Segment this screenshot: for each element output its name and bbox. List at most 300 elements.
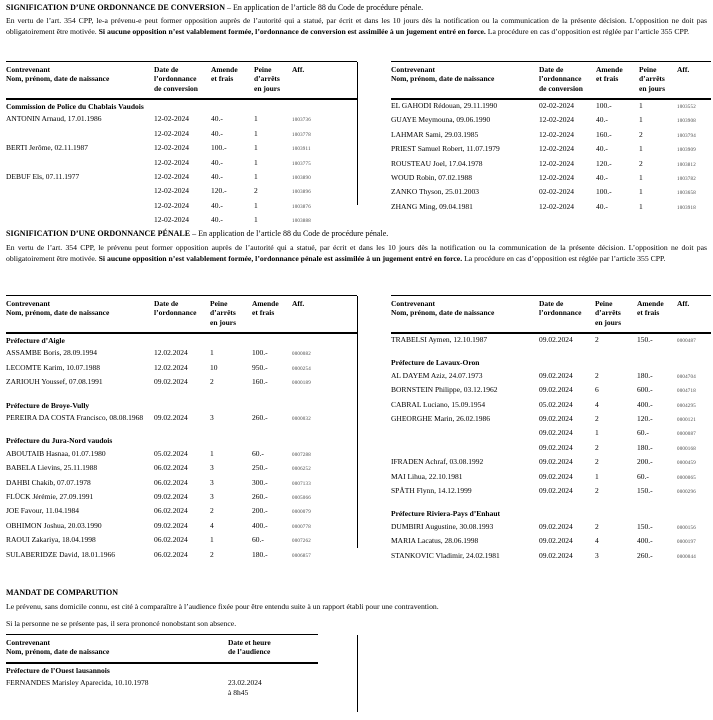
table-cell: 60.-	[252, 448, 264, 458]
contrevenant-name: ROUSTEAU Joel, 17.04.1978	[391, 158, 483, 168]
table-header-row	[391, 62, 711, 99]
column-header: Date et heure de l’audience	[228, 635, 318, 663]
table-row	[6, 347, 357, 361]
group-heading: Préfecture d’Aigle	[6, 335, 65, 345]
table-cell: 05.02.2024	[154, 448, 188, 458]
table-cell: 12-02-2024	[154, 114, 189, 124]
aff-number: 0000254	[292, 366, 311, 372]
contrevenant-name: MARIA Lacatus, 28.06.1998	[391, 536, 479, 546]
table-cell: 09.02.2024	[154, 520, 188, 530]
table-cell: 2	[254, 186, 258, 196]
penale-table-right	[391, 295, 711, 564]
table-cell: 1	[210, 348, 214, 358]
aff-number: 0000459	[677, 461, 696, 467]
aff-number: 0004704	[677, 374, 696, 380]
aff-number: 0000087	[677, 432, 696, 438]
table-row	[391, 186, 711, 200]
table-row	[391, 143, 711, 157]
table-cell: 950.-	[252, 362, 268, 372]
table-cell: 120.-	[596, 158, 612, 168]
table-cell: 09.02.2024	[539, 471, 573, 481]
group-heading-row	[391, 499, 711, 520]
table-cell: 23.02.2024 à 8h45	[228, 678, 262, 698]
table-row	[391, 172, 711, 186]
contrevenant-name: GUAYE Meymouna, 09.06.1990	[391, 115, 491, 125]
table-cell: 4	[595, 536, 599, 546]
table-cell: 2	[595, 334, 599, 344]
table-row	[6, 412, 357, 426]
contrevenant-name: ZARIOUH Youssef, 07.08.1991	[6, 377, 103, 387]
aff-number: 1003876	[292, 204, 311, 210]
table-row	[391, 399, 711, 413]
aff-number: 1003552	[677, 104, 696, 110]
contrevenant-name: IFRADEN Achraf, 03.08.1992	[391, 457, 484, 467]
contrevenant-name: ANTONIN Arnaud, 17.01.1986	[6, 114, 102, 124]
mandat-section-title	[6, 588, 118, 598]
contrevenant-name: FLÜCK Jérémie, 27.09.1991	[6, 491, 94, 501]
table-cell: 06.02.2024	[154, 477, 188, 487]
penale-title-text: SIGNIFICATION D’UNE ORDONNANCE PÉNALE	[6, 229, 191, 238]
table-row	[6, 505, 357, 519]
table-cell: 260.-	[252, 491, 268, 501]
table-cell: 4	[595, 399, 599, 409]
contrevenant-name: LAHMAR Sami, 29.03.1985	[391, 129, 479, 139]
aff-number: 0004718	[677, 389, 696, 395]
contrevenant-name: JOE Favour, 11.04.1984	[6, 506, 79, 516]
conversion-intro-after: La procédure en cas d’opposition est réglée par l’article 355 CPP.	[485, 26, 690, 36]
conversion-title-text: SIGNIFICATION D’UNE ORDONNANCE DE CONVERSION	[6, 3, 225, 12]
column-header: Contrevenant Nom, prénom, date de naissance	[6, 296, 154, 333]
table-row	[6, 362, 357, 376]
contrevenant-name: ASSAMBE Boris, 28.09.1994	[6, 348, 98, 358]
aff-number: 0000082	[292, 352, 311, 358]
contrevenant-name: ZANKO Thyson, 25.01.2003	[391, 187, 479, 197]
column-header: Peine d’arrêts en jours	[639, 62, 677, 99]
contrevenant-name: STANKOVIC Vladimir, 24.02.1981	[391, 550, 500, 560]
table-cell: 150.-	[637, 485, 653, 495]
column-header: Contrevenant Nom, prénom, date de naissance	[391, 62, 539, 99]
table-cell: 1	[210, 535, 214, 545]
column-header: Contrevenant Nom, prénom, date de naissance	[6, 635, 228, 663]
column-header: Peine d’arrêts en jours	[210, 296, 252, 333]
table-cell: 150.-	[637, 334, 653, 344]
aff-number: 0000044	[677, 554, 696, 560]
table-cell: 1	[639, 172, 643, 182]
table-cell: 3	[210, 491, 214, 501]
column-header: Peine d’arrêts en jours	[254, 62, 292, 99]
column-header: Aff.	[677, 296, 711, 333]
table-cell: 1	[254, 143, 258, 153]
table-cell: 12-02-2024	[154, 186, 189, 196]
table-row	[391, 471, 711, 485]
aff-number: 0007133	[292, 481, 311, 487]
conversion-intro-before: En vertu de l’art. 354 CPP, le-a prévenu-e peut former opposition auprès de l’autorité qui a statué, par écrit et dans les 10 jours dès la notification ou la communication de la présente décision. L’opposition ne doit pas obligatoirement être motivée.	[6, 16, 707, 36]
table-row	[391, 550, 711, 564]
aff-number: 0006857	[292, 553, 311, 559]
table-cell: 12.02.2024	[154, 348, 188, 358]
table-row	[6, 142, 357, 156]
penale-table-left	[6, 295, 357, 563]
table-cell: 180.-	[252, 549, 268, 559]
table-cell: 09.02.2024	[539, 370, 573, 380]
table-cell: 40.-	[596, 201, 608, 211]
table-cell: 02-02-2024	[539, 100, 574, 110]
column-header: Date de l’ordonnance de conversion	[539, 62, 596, 99]
table-cell: 40.-	[596, 172, 608, 182]
contrevenant-name: GHEORGHE Marin, 26.02.1986	[391, 413, 490, 423]
table-row	[6, 477, 357, 491]
table-cell: 120.-	[211, 186, 227, 196]
contrevenant-name: ABOUTAIB Hasnaa, 01.07.1980	[6, 448, 106, 458]
table-cell: 40.-	[596, 115, 608, 125]
conversion-table-left	[6, 61, 357, 229]
column-divider	[357, 62, 358, 205]
aff-number: 0000168	[677, 446, 696, 452]
conversion-section-title	[6, 3, 423, 13]
table-row	[391, 413, 711, 427]
table-cell: 1	[254, 157, 258, 167]
table-row	[391, 201, 711, 215]
conversion-intro-bold: Si aucune opposition n’est valablement formée, l’ordonnance de conversion est assimilée à un jugement entré en force.	[98, 26, 486, 36]
table-cell: 1	[210, 448, 214, 458]
table-cell: 2	[595, 413, 599, 423]
table-cell: 2	[595, 457, 599, 467]
table-row	[6, 171, 357, 185]
column-header: Aff.	[292, 296, 357, 333]
contrevenant-name: EL GAHODI Rédouan, 29.11.1990	[391, 100, 498, 110]
table-cell: 400.-	[637, 536, 653, 546]
aff-number: 0000156	[677, 525, 696, 531]
table-row	[6, 520, 357, 534]
aff-number: 0000487	[677, 338, 696, 344]
aff-number: 0000065	[677, 475, 696, 481]
table-row	[6, 113, 357, 127]
contrevenant-name: SULABERIDZE David, 18.01.1966	[6, 549, 115, 559]
table-cell: 09.02.2024	[539, 385, 573, 395]
table-row	[391, 384, 711, 398]
table-cell: 1	[639, 115, 643, 125]
column-header: Contrevenant Nom, prénom, date de naissance	[391, 296, 539, 333]
aff-number: 0000296	[677, 489, 696, 495]
table-cell: 3	[210, 477, 214, 487]
group-heading: Préfecture de Lavaux-Oron	[391, 358, 480, 368]
aff-number: 0007288	[292, 452, 311, 458]
table-cell: 12-02-2024	[154, 157, 189, 167]
table-header-row	[391, 296, 711, 333]
table-row	[391, 521, 711, 535]
table-row	[6, 462, 357, 476]
column-header: Date de l’ordonnance	[154, 296, 210, 333]
conversion-title-suffix: – En application de l’article 88 du Code de procédure pénale.	[224, 3, 424, 12]
table-cell: 40.-	[211, 157, 223, 167]
table-cell: 02-02-2024	[539, 187, 574, 197]
table-header-row	[6, 62, 357, 99]
penale-intro-after: La procédure en cas d’opposition est réglée par l’article 355 CPP.	[462, 253, 666, 263]
table-row	[6, 448, 357, 462]
table-cell: 40.-	[211, 128, 223, 138]
table-cell: 100.-	[596, 100, 612, 110]
table-cell: 40.-	[596, 144, 608, 154]
table-cell: 1	[254, 171, 258, 181]
table-row	[6, 677, 318, 700]
contrevenant-name: DEBUF Els, 07.11.1977	[6, 171, 80, 181]
table-cell: 09.02.2024	[154, 491, 188, 501]
table-cell: 09.02.2024	[539, 413, 573, 423]
table-cell: 12-02-2024	[154, 128, 189, 138]
table-cell: 05.02.2024	[539, 399, 573, 409]
contrevenant-name: BABELA Lievins, 25.11.1988	[6, 463, 98, 473]
column-header: Date de l’ordonnance	[539, 296, 595, 333]
table-cell: 09.02.2024	[539, 442, 573, 452]
conversion-intro-paragraph	[6, 16, 707, 37]
aff-number: 1003909	[677, 148, 696, 154]
table-cell: 160.-	[596, 129, 612, 139]
table-cell: 06.02.2024	[154, 549, 188, 559]
column-header: Amende et frais	[596, 62, 639, 99]
table-cell: 12-02-2024	[154, 143, 189, 153]
aff-number: 0000079	[292, 510, 311, 516]
table-row	[6, 549, 357, 563]
table-cell: 100.-	[596, 187, 612, 197]
aff-number: 1003918	[677, 205, 696, 211]
mandat-paragraph-2: Si la personne ne se présente pas, il sera prononcé nonobstant son absence.	[6, 619, 237, 628]
aff-number: 0000778	[292, 524, 311, 530]
table-cell: 06.02.2024	[154, 506, 188, 516]
table-cell: 06.02.2024	[154, 535, 188, 545]
table-cell: 09.02.2024	[539, 536, 573, 546]
table-cell: 4	[210, 520, 214, 530]
table-row	[391, 456, 711, 470]
group-heading-row	[391, 348, 711, 369]
aff-number: 0004295	[677, 403, 696, 409]
table-cell: 200.-	[637, 457, 653, 467]
contrevenant-name: TRABELSI Aymen, 12.10.1987	[391, 334, 488, 344]
penale-section-title	[6, 229, 388, 239]
table-cell: 12-02-2024	[154, 200, 189, 210]
table-cell: 09.02.2024	[539, 521, 573, 531]
table-cell: 2	[595, 442, 599, 452]
column-header: Aff.	[677, 62, 711, 99]
aff-number: 1003812	[677, 162, 696, 168]
aff-number: 1003896	[292, 190, 311, 196]
table-cell: 09.02.2024	[539, 334, 573, 344]
aff-number: 1003888	[292, 219, 311, 225]
table-cell: 1	[639, 201, 643, 211]
table-cell: 1	[639, 144, 643, 154]
table-cell: 1	[254, 114, 258, 124]
column-header: Peine d’arrêts en jours	[595, 296, 637, 333]
table-cell: 120.-	[637, 413, 653, 423]
table-cell: 09.02.2024	[539, 428, 573, 438]
aff-number: 0005066	[292, 495, 311, 501]
table-cell: 09.02.2024	[154, 377, 188, 387]
table-cell: 10	[210, 362, 218, 372]
table-row	[6, 534, 357, 548]
contrevenant-name: CABRAL Luciano, 15.09.1954	[391, 399, 486, 409]
table-cell: 2	[210, 377, 214, 387]
table-cell: 12-02-2024	[539, 172, 574, 182]
table-cell: 400.-	[637, 399, 653, 409]
aff-number: 0006252	[292, 467, 311, 473]
table-cell: 09.02.2024	[154, 412, 188, 422]
mandat-table	[6, 634, 318, 700]
table-row	[391, 99, 711, 114]
table-header-row	[6, 296, 357, 333]
table-cell: 40.-	[211, 114, 223, 124]
table-cell: 12-02-2024	[539, 158, 574, 168]
contrevenant-name: MAI Lihua, 22.10.1981	[391, 471, 463, 481]
table-cell: 1	[595, 428, 599, 438]
table-cell: 260.-	[637, 550, 653, 560]
table-cell: 60.-	[252, 535, 264, 545]
contrevenant-name: DUMBIRI Augustine, 30.08.1993	[391, 521, 494, 531]
aff-number: 1003794	[677, 133, 696, 139]
contrevenant-name: LECOMTE Karim, 10.07.1988	[6, 362, 100, 372]
group-heading: Préfecture du Jura-Nord vaudois	[6, 436, 113, 446]
table-cell: 1	[254, 200, 258, 210]
penale-title-suffix: – En application de l’article 88 du Code de procédure pénale.	[190, 229, 389, 238]
table-cell: 2	[595, 521, 599, 531]
table-cell: 12.02.2024	[154, 362, 188, 372]
contrevenant-name: RAOUI Zakariya, 18.04.1998	[6, 535, 96, 545]
table-cell: 40.-	[211, 200, 223, 210]
table-row	[391, 535, 711, 549]
penale-intro-paragraph	[6, 243, 707, 264]
table-cell: 180.-	[637, 370, 653, 380]
group-heading: Commission de Police du Chablais Vaudois	[6, 101, 144, 111]
mandat-title-text: MANDAT DE COMPARUTION	[6, 588, 118, 597]
table-cell: 12-02-2024	[539, 115, 574, 125]
column-divider	[357, 635, 358, 712]
table-cell: 260.-	[252, 412, 268, 422]
column-header: Date de l’ordonnance de conversion	[154, 62, 211, 99]
penale-intro-before: En vertu de l’art. 354 CPP, le prévenu peut former opposition auprès de l’autorité qui a statué, par écrit et dans les 10 jours dès la notification ou la communication de la présente décision. L’opposition ne doit pas obligatoirement être motivée.	[6, 243, 707, 263]
table-row	[391, 370, 711, 384]
table-cell: 40.-	[211, 215, 223, 225]
table-cell: 09.02.2024	[539, 550, 573, 560]
table-row	[391, 158, 711, 172]
contrevenant-name: ZHANG Ming, 09.04.1981	[391, 201, 473, 211]
table-cell: 1	[639, 187, 643, 197]
contrevenant-name: OBHIMON Joshua, 20.03.1990	[6, 520, 102, 530]
table-row	[391, 129, 711, 143]
table-row	[391, 485, 711, 499]
penale-intro-bold: Si aucune opposition n’est valablement formée, l’ordonnance pénale est assimilée à un jugement entré en force.	[98, 253, 463, 263]
table-cell: 12-02-2024	[154, 171, 189, 181]
table-cell: 3	[595, 550, 599, 560]
contrevenant-name: FERNANDES Marisley Aparecida, 10.10.1978	[6, 678, 149, 687]
aff-number: 0000189	[292, 381, 311, 387]
aff-number: 1003775	[292, 161, 311, 167]
table-cell: 40.-	[211, 171, 223, 181]
contrevenant-name: PRIEST Samuel Robert, 11.07.1979	[391, 144, 500, 154]
contrevenant-name: PEREIRA DA COSTA Francisco, 08.08.1968	[6, 412, 144, 422]
table-cell: 160.-	[252, 377, 268, 387]
group-heading-row	[6, 663, 318, 677]
table-cell: 1	[254, 128, 258, 138]
column-divider	[357, 296, 358, 548]
mandat-paragraph-1: Le prévenu, sans domicile connu, est cité à comparaître à l’audience fixée pour être entendu suite à un rapport établi pour une contravention.	[6, 602, 439, 611]
table-cell: 06.02.2024	[154, 463, 188, 473]
column-header: Aff.	[292, 62, 357, 99]
table-cell: 09.02.2024	[539, 485, 573, 495]
table-cell: 12-02-2024	[154, 215, 189, 225]
group-heading: Préfecture de l’Ouest lausannois	[6, 665, 110, 675]
group-heading-row	[6, 333, 357, 347]
table-cell: 600.-	[637, 385, 653, 395]
table-cell: 100.-	[252, 348, 268, 358]
table-cell: 150.-	[637, 521, 653, 531]
group-heading-row	[6, 99, 357, 113]
table-cell: 12-02-2024	[539, 201, 574, 211]
conversion-table-right	[391, 61, 711, 215]
table-header-row	[6, 635, 318, 663]
table-cell: 2	[639, 129, 643, 139]
group-heading-row	[6, 391, 357, 412]
column-header: Contrevenant Nom, prénom, date de naissance	[6, 62, 154, 99]
contrevenant-name: BORNSTEIN Philippe, 03.12.1962	[391, 385, 498, 395]
aff-number: 1003890	[292, 175, 311, 181]
column-header: Amende et frais	[252, 296, 292, 333]
aff-number: 0007262	[292, 539, 311, 545]
table-row	[6, 491, 357, 505]
group-heading-row	[6, 426, 357, 447]
table-cell: 3	[210, 463, 214, 473]
table-cell: 250.-	[252, 463, 268, 473]
aff-number: 0000197	[677, 540, 696, 546]
table-cell: 2	[595, 485, 599, 495]
table-cell: 12-02-2024	[539, 144, 574, 154]
table-cell: 2	[210, 549, 214, 559]
table-cell: 100.-	[211, 143, 227, 153]
table-cell: 60.-	[637, 428, 649, 438]
table-cell: 3	[210, 412, 214, 422]
aff-number: 1003736	[292, 118, 311, 124]
table-cell: 400.-	[252, 520, 268, 530]
contrevenant-name: BERTI Jerôme, 02.11.1987	[6, 143, 88, 153]
table-cell: 300.-	[252, 477, 268, 487]
aff-number: 1003658	[677, 191, 696, 197]
contrevenant-name: SPÄTH Flynn, 14.12.1999	[391, 485, 472, 495]
table-cell: 6	[595, 385, 599, 395]
group-heading: Préfecture de Broye-Vully	[6, 400, 90, 410]
contrevenant-name: AL DAYEM Aziz, 24.07.1973	[391, 370, 483, 380]
table-row	[391, 114, 711, 128]
table-cell: 200.-	[252, 506, 268, 516]
aff-number: 1003908	[677, 119, 696, 125]
table-cell: 2	[595, 370, 599, 380]
table-cell: 180.-	[637, 442, 653, 452]
contrevenant-name: WOUD Robin, 07.02.1988	[391, 172, 473, 182]
table-cell: 09.02.2024	[539, 457, 573, 467]
table-cell: 60.-	[637, 471, 649, 481]
aff-number: 0000032	[292, 416, 311, 422]
table-row	[391, 333, 711, 348]
table-cell: 12-02-2024	[539, 129, 574, 139]
aff-number: 1003782	[677, 176, 696, 182]
table-cell: 1	[254, 215, 258, 225]
table-row	[6, 376, 357, 390]
column-header: Amende et frais	[211, 62, 254, 99]
group-heading: Préfecture Riviera-Pays d’Enhaut	[391, 509, 501, 519]
aff-number: 1003778	[292, 132, 311, 138]
column-header: Amende et frais	[637, 296, 677, 333]
table-cell: 2	[639, 158, 643, 168]
table-cell: 1	[595, 471, 599, 481]
table-cell: 2	[210, 506, 214, 516]
aff-number: 0000121	[677, 417, 696, 423]
table-cell: 1	[639, 100, 643, 110]
